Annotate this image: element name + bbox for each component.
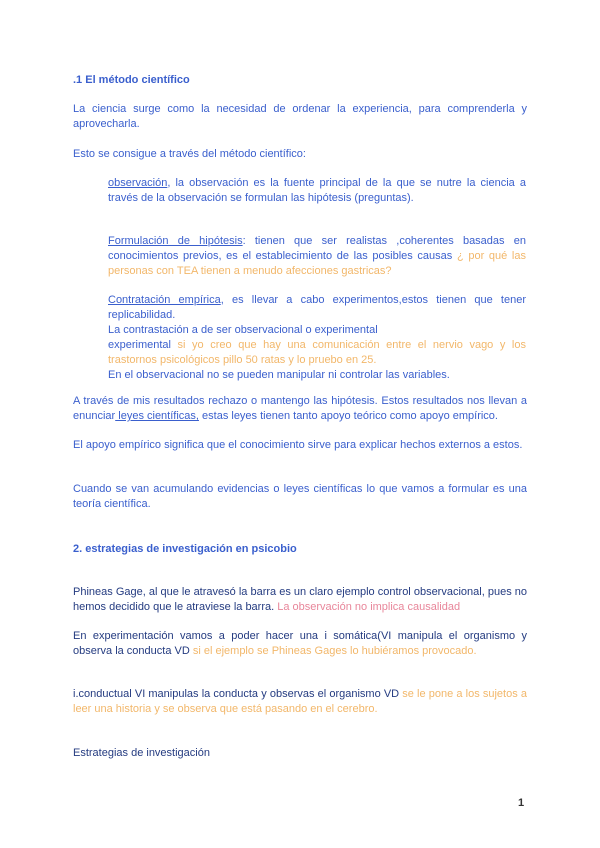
item-empirical xyxy=(108,293,526,383)
observation-term: observación xyxy=(108,177,168,189)
page-number: 1 xyxy=(518,797,525,809)
paragraph-method: Esto se consigue a través del método científico: xyxy=(73,148,306,160)
phineas-text: Phineas Gage, al que le atravesó la barra es un claro ejemplo control observacional, pues no hemos decidido que le atraviese la barra. xyxy=(73,586,527,613)
observation-text: , la observación es la fuente principal de la que se nutre la ciencia a través de la observación se formulan las hipótesis (preguntas). xyxy=(108,177,526,204)
paragraph-theory: Cuando se van acumulando evidencias o leyes científicas lo que vamos a formular es una teoría científica. xyxy=(73,483,527,510)
hypothesis-term: Formulación de hipótesis xyxy=(108,235,243,247)
paragraph-phineas xyxy=(73,585,527,615)
paragraph-strategies: Estrategias de investigación xyxy=(73,747,210,759)
empirical-term: Contratación empírica xyxy=(108,294,221,306)
hypothesis-example: ¿ por qué las personas con TEA tienen a menudo afecciones gastricas? xyxy=(108,250,526,277)
hypothesis-text: : tienen que ser realistas ,coherentes basadas en conocimientos previos, es el establecimiento de las posibles causas xyxy=(108,235,526,262)
paragraph-behavioral xyxy=(73,687,527,717)
results-text: A través de mis resultados rechazo o mantengo las hipótesis. Estos resultados nos llevan a enunciar xyxy=(73,395,527,422)
item-hypothesis xyxy=(108,234,526,279)
observational-note: En el observacional no se pueden manipular ni controlar las variables. xyxy=(108,369,450,381)
contrast-types: La contrastación a de ser observacional o experimental xyxy=(108,324,378,336)
results-text-end: estas leyes tienen tanto apoyo teórico como apoyo empírico. xyxy=(198,410,498,422)
paragraph-somatic xyxy=(73,629,527,659)
behavioral-text: i.conductual VI manipulas la conducta y observas el organismo VD xyxy=(73,688,400,700)
phineas-note: La observación no implica causalidad xyxy=(274,601,461,613)
item-observation xyxy=(108,176,526,206)
section-2-heading: 2. estrategias de investigación en psicobio xyxy=(73,543,297,555)
scientific-laws-link: leyes científicas, xyxy=(115,410,199,422)
paragraph-results xyxy=(73,394,527,424)
somatic-note: si el ejemplo se Phineas Gages lo hubiéramos provocado. xyxy=(189,645,477,657)
empirical-text: , es llevar a cabo experimentos,estos tienen que tener replicabilidad. xyxy=(108,294,527,321)
section-1-heading: .1 El método científico xyxy=(73,74,190,86)
paragraph-empirical-support: El apoyo empírico significa que el conocimiento sirve para explicar hechos externos a estos. xyxy=(73,439,523,451)
behavioral-note: se le pone a los sujetos a leer una historia y se observa que está pasando en el cerebro. xyxy=(73,688,527,715)
experimental-label: experimental xyxy=(108,339,171,351)
somatic-text: En experimentación vamos a poder hacer una i somática(VI manipula el organismo y observa la conducta VD xyxy=(73,630,527,657)
paragraph-intro: La ciencia surge como la necesidad de ordenar la experiencia, para comprenderla y aprovecharla. xyxy=(73,103,527,130)
experimental-example: si yo creo que hay una comunicación entre el nervio vago y los trastornos psicológicos pillo 50 ratas y lo pruebo en 25. xyxy=(108,339,526,366)
